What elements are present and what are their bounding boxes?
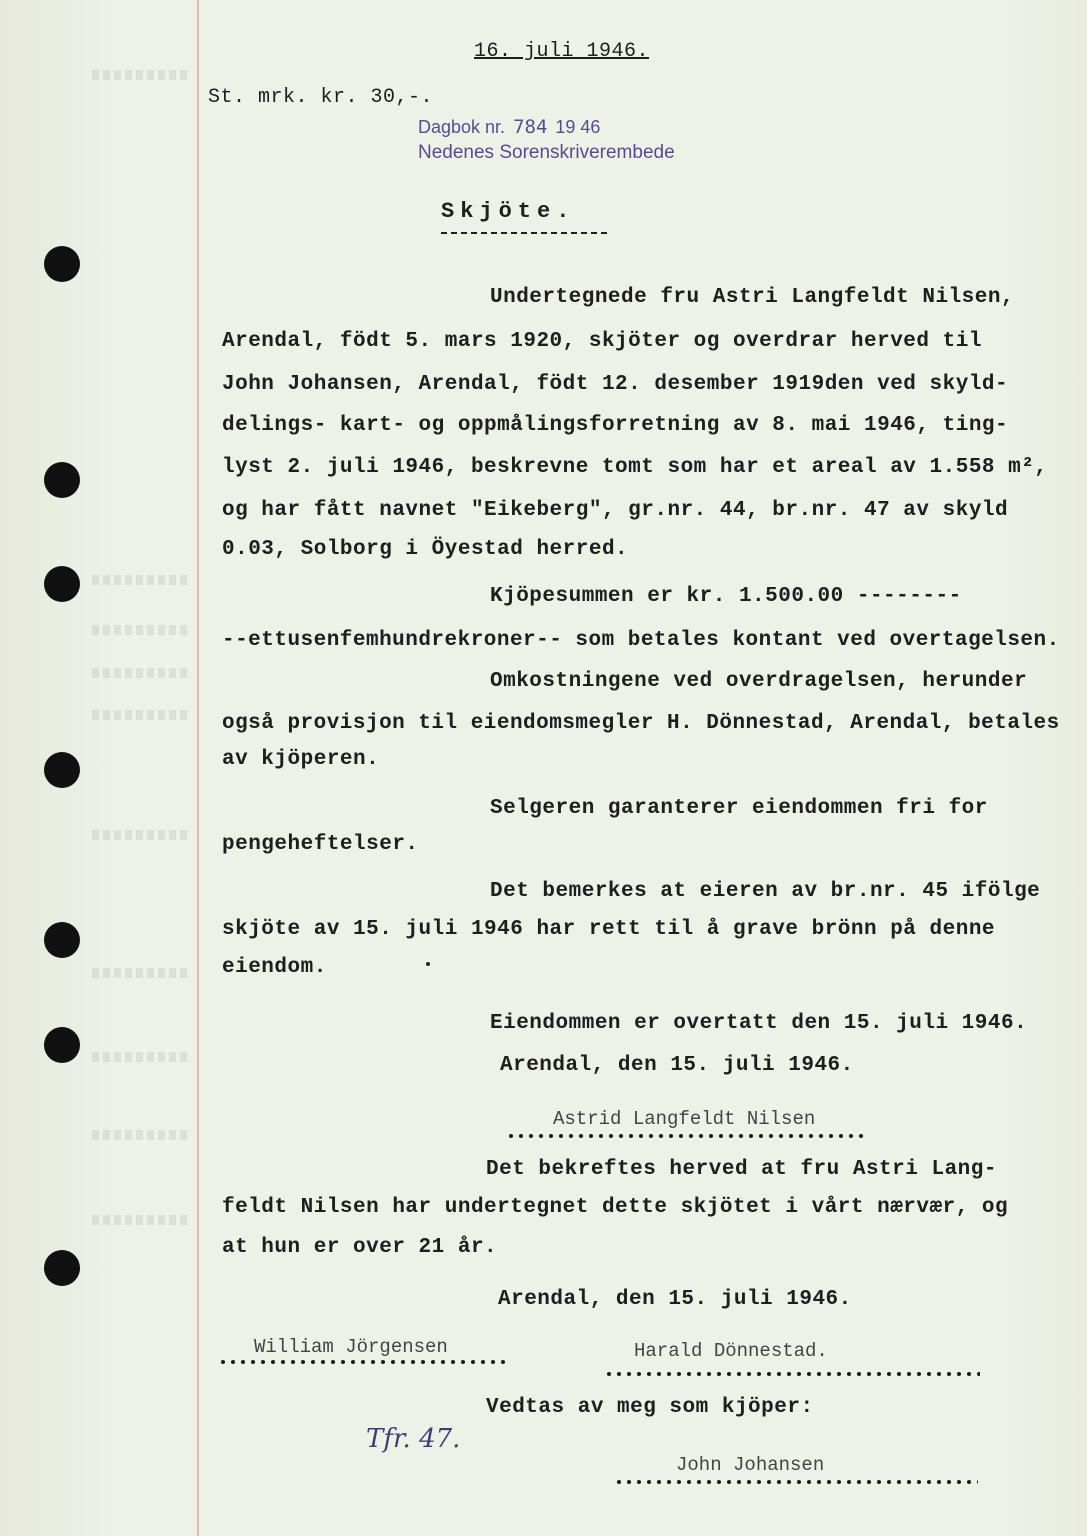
body-line: feldt Nilsen har undertegnet dette skjötet i vårt nærvær, og xyxy=(222,1196,1009,1219)
title-underline xyxy=(441,232,607,234)
punch-hole xyxy=(44,922,80,958)
body-line: John Johansen, Arendal, födt 12. desember 1919den ved skyld- xyxy=(222,373,1009,396)
body-line: Omkostningene ved overdragelsen, herunder xyxy=(490,670,1028,693)
body-line: pengeheftelser. xyxy=(222,833,419,856)
bleed-through xyxy=(92,710,187,720)
body-line: Det bekreftes herved at fru Astri Lang- xyxy=(486,1158,997,1181)
punch-hole xyxy=(44,246,80,282)
body-line: Kjöpesummen er kr. 1.500.00 -------- xyxy=(490,585,962,608)
punch-hole xyxy=(44,752,80,788)
registry-stamp xyxy=(418,116,675,164)
dagbok-year: 19 46 xyxy=(555,117,601,137)
body-line: Arendal, födt 5. mars 1920, skjöter og overdrar herved til xyxy=(222,330,982,353)
body-line: 0.03, Solborg i Öyestad herred. xyxy=(222,538,629,561)
dagbok-label: Dagbok nr. xyxy=(418,117,506,137)
body-line: Vedtas av meg som kjöper: xyxy=(486,1396,814,1419)
bleed-through xyxy=(92,70,187,80)
ink-dot xyxy=(426,962,430,966)
body-line: også provisjon til eiendomsmegler H. Dönnestad, Arendal, betales xyxy=(222,712,1060,735)
body-line: Selgeren garanterer eiendommen fri for xyxy=(490,797,988,820)
punch-hole xyxy=(44,566,80,602)
body-line: skjöte av 15. juli 1946 har rett til å grave brönn på denne xyxy=(222,918,996,941)
document-date: 16. juli 1946. xyxy=(474,40,650,63)
body-line: delings- kart- og oppmålingsforretning av 8. mai 1946, ting- xyxy=(222,414,1009,437)
bleed-through xyxy=(92,625,187,635)
signature-buyer: John Johansen xyxy=(676,1454,825,1476)
signature-line-witness-1 xyxy=(218,1360,508,1364)
body-line: Det bemerkes at eieren av br.nr. 45 ifölge xyxy=(490,880,1041,903)
bleed-through xyxy=(92,1215,187,1225)
bleed-through xyxy=(92,1130,187,1140)
bleed-through xyxy=(92,668,187,678)
office-name: Nedenes Sorenskriverembede xyxy=(418,142,675,163)
body-line: Undertegnede fru Astri Langfeldt Nilsen, xyxy=(490,286,1015,309)
signature-line-witness-2 xyxy=(604,1372,980,1376)
body-line: av kjöperen. xyxy=(222,748,380,771)
bleed-through xyxy=(92,968,187,978)
signature-witness-2: Harald Dönnestad. xyxy=(634,1340,828,1362)
body-line: --ettusenfemhundrekroner-- som betales kontant ved overtagelsen. xyxy=(222,629,1060,652)
signature-seller: Astrid Langfeldt Nilsen xyxy=(553,1108,816,1130)
body-line: Arendal, den 15. juli 1946. xyxy=(500,1054,854,1077)
margin-rule xyxy=(197,0,199,1536)
document-title: Skjöte. xyxy=(441,199,576,224)
body-line: Arendal, den 15. juli 1946. xyxy=(498,1288,852,1311)
punch-hole xyxy=(44,1027,80,1063)
body-line: eiendom. xyxy=(222,956,327,979)
signature-witness-1: William Jörgensen xyxy=(254,1336,448,1358)
body-line: lyst 2. juli 1946, beskrevne tomt som har et areal av 1.558 m², xyxy=(222,456,1048,479)
handwritten-note: Tfr. 47. xyxy=(366,1424,461,1454)
body-line: at hun er over 21 år. xyxy=(222,1236,498,1259)
body-line: Eiendommen er overtatt den 15. juli 1946. xyxy=(490,1012,1028,1035)
punch-hole xyxy=(44,1250,80,1286)
bleed-through xyxy=(92,830,187,840)
body-line: og har fått navnet "Eikeberg", gr.nr. 44, br.nr. 47 av skyld xyxy=(222,499,1009,522)
stamp-fee: St. mrk. kr. 30,-. xyxy=(208,86,434,109)
bleed-through xyxy=(92,575,187,585)
punch-hole xyxy=(44,462,80,498)
dagbok-number: 784 xyxy=(513,116,548,138)
signature-line-buyer xyxy=(614,1480,978,1484)
signature-line-seller xyxy=(506,1134,866,1138)
bleed-through xyxy=(92,1052,187,1062)
